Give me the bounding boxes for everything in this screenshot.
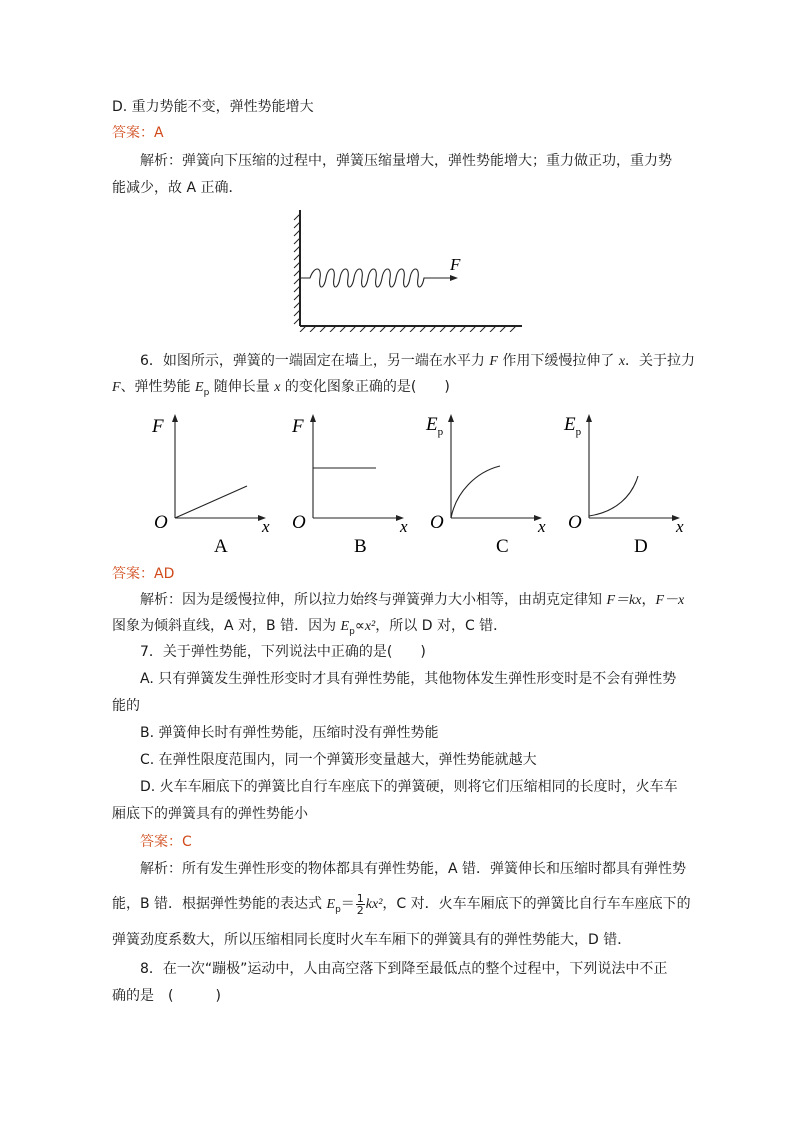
y-axis-arrow-icon [586,414,592,422]
y-axis-arrow-icon [172,414,178,422]
graph-curve [589,476,638,516]
answer-label: 答案： [112,125,154,141]
spring-coil [300,269,428,287]
graph-d [563,414,684,557]
graph-curve [175,486,247,518]
var-f: F [112,380,121,395]
subscript-p: p [335,904,341,915]
text: ， [641,592,656,608]
text: 、弹性势能 [120,379,196,395]
text: 能，B 错．根据弹性势能的表达式 [112,896,327,912]
q5-analysis-line1: 解析：弹簧向下压缩的过程中，弹簧压缩量增大，弹性势能增大；重力做正功，重力势 [140,153,672,169]
fraction-one-half [356,893,365,916]
q5-analysis-line2: 能减少，故 A 正确． [112,180,243,196]
q7-option-b: B. 弹簧伸长时有弹性势能，压缩时没有弹性势能 [140,725,439,741]
q5-option-d: D. 重力势能不变，弹性势能增大 [112,99,314,115]
q8-stem-line2: 确的是 ( ) [112,988,221,1004]
answer-label: 答案： [112,566,154,582]
subscript-p: p [203,387,210,398]
equals-sign: ＝ [340,896,355,912]
ep-subscript: p [575,426,582,438]
text: ，C 对．火车车厢底下的弹簧比自行车车座底下的 [382,896,691,912]
graph-curve [451,466,500,518]
graph-origin: O [154,512,168,533]
graph-y-label: F [152,416,164,437]
q7-analysis-line1: 解析：所有发生弹性形变的物体都具有弹性势能，A 错．弹簧伸长和压缩时都具有弹性势 [140,861,687,877]
text: 6．如图所示，弹簧的一端固定在墙上，另一端在水平力 [140,353,490,369]
ep-letter: E [564,414,576,435]
graph-caption: C [496,536,509,557]
q5-answer [112,124,164,142]
graph-x-label: x [400,517,408,536]
graph-x-label: x [262,517,270,536]
graph-caption: B [354,536,367,557]
proportional-symbol: ∝ [354,618,365,634]
q7-option-d-line1: D. 火车车厢底下的弹簧比自行车座底下的弹簧硬，则将它们压缩相同的长度时，火车车 [140,779,678,795]
q6-stem-line1 [140,352,695,371]
graph-origin: O [430,512,444,533]
q6-analysis-line1 [140,591,684,610]
graph-origin: O [292,512,306,533]
formula-hooke: F＝kx [606,593,642,608]
q7-option-a-line1: A. 只有弹簧发生弹性形变时才具有弹性势能，其他物体发生弹性形变时是不会有弹性势 [140,671,677,687]
var-ep: E [326,897,336,912]
q6-analysis-line2 [112,617,507,641]
var-ep: E [195,380,204,395]
q6-graphs [140,408,700,558]
q7-answer [140,833,192,851]
q7-option-d-line2: 厢底下的弹簧具有的弹性势能小 [112,806,308,822]
fraction-numerator: 1 [356,891,364,905]
q7-option-c: C. 在弹性限度范围内，同一个弹簧形变量越大，弹性势能就越大 [140,752,537,768]
ep-letter: E [426,414,438,435]
answer-value: AD [154,566,175,582]
answer-label: 答案： [140,834,182,850]
text: 的变化图象正确的是( ) [280,379,450,395]
var-x-squared: x² [364,619,376,634]
text: 作用下缓慢拉伸了 [497,353,619,369]
q7-option-a-line2: 能的 [112,698,140,714]
var-kx-squared: kx² [365,897,383,912]
graph-x-label: x [538,517,546,536]
var-ep: E [340,619,350,634]
graph-y-label [425,414,444,438]
graph-c [425,414,546,557]
var-x: x [618,354,626,369]
spring-figure [290,208,530,332]
graph-y-label: F [292,416,304,437]
text: 随伸长量 [209,379,275,395]
force-label: F [450,255,461,274]
graph-y-label [563,414,582,438]
graph-origin: O [568,512,582,533]
graph-caption: D [634,536,648,557]
q7-analysis-line3: 弹簧劲度系数大，所以压缩相同长度时火车车厢下的弹簧具有的弹性势能大，D 错． [112,932,632,948]
graph-caption: A [214,536,228,557]
q8-stem-line1: 8．在一次“蹦极”运动中，人由高空落下到降至最低点的整个过程中，下列说法中不正 [140,961,668,977]
var-f: F [489,354,498,369]
ep-subscript: p [437,426,444,438]
graph-x-label: x [676,517,684,536]
y-axis-arrow-icon [448,414,454,422]
graph-a [151,414,270,557]
q7-stem: 7．关于弹性势能，下列说法中正确的是( ) [140,644,426,660]
text: 图象为倾斜直线，A 对，B 错．因为 [112,618,341,634]
y-axis-arrow-icon [310,414,316,422]
answer-value: C [182,834,192,850]
subscript-p: p [349,626,355,637]
arrow-head-icon [450,275,458,281]
q7-analysis-line2 [112,892,691,922]
answer-value: A [154,125,164,141]
text: ，所以 D 对，C 错． [375,618,508,634]
text: 解析：因为是缓慢拉伸，所以拉力始终与弹簧弹力大小相等，由胡克定律知 [140,592,607,608]
q6-answer [112,565,174,583]
q6-stem-line2 [112,378,450,402]
graph-b [291,414,408,557]
var-x: x [274,380,281,395]
fraction-denominator: 2 [356,903,364,917]
text: ．关于拉力 [625,353,696,369]
formula-fx: F－x [655,593,685,608]
